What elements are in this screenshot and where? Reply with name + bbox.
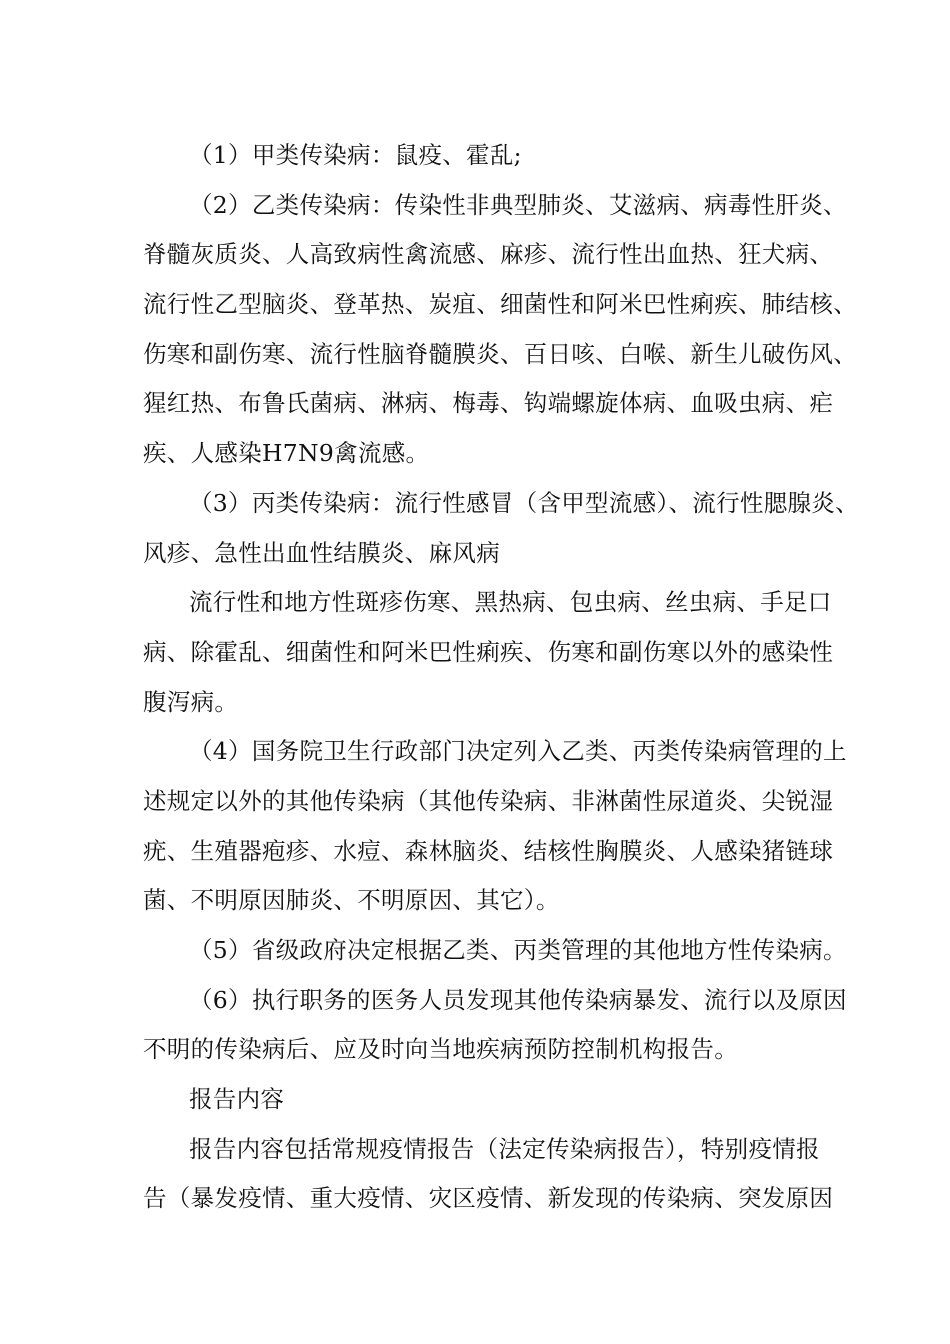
paragraph-line: （2）乙类传染病：传染性非典型肺炎、艾滋病、病毒性肝炎、 [189, 190, 847, 219]
paragraph-line: 流行性和地方性斑疹伤寒、黑热病、包虫病、丝虫病、手足口 [189, 588, 832, 617]
paragraph-line: （5）省级政府决定根据乙类、丙类管理的其他地方性传染病。 [189, 936, 847, 964]
paragraph-line: 流行性乙型脑炎、登革热、炭疽、细菌性和阿米巴性痢疾、肺结核、 [143, 290, 857, 319]
paragraph-line: （6）执行职务的医务人员发现其他传染病暴发、流行以及原因 [189, 985, 847, 1014]
paragraph-line: 疣、生殖器疱疹、水痘、森林脑炎、结核性胸膜炎、人感染猪链球 [143, 836, 834, 865]
paragraph-line: 疾、人感染H7N9禽流感。 [143, 439, 430, 468]
section-heading: 报告内容 [189, 1085, 285, 1114]
paragraph-line: 述规定以外的其他传染病（其他传染病、非淋菌性尿道炎、尖锐湿 [143, 786, 834, 815]
paragraph-line: 不明的传染病后、应及时向当地疾病预防控制机构报告。 [143, 1035, 738, 1064]
paragraph-line: 腹泻病。 [143, 687, 239, 716]
paragraph-line: 菌、不明原因肺炎、不明原因、其它）。 [143, 886, 560, 915]
paragraph-line: 报告内容包括常规疫情报告（法定传染病报告），特别疫情报 [189, 1134, 820, 1163]
paragraph-line: 猩红热、布鲁氏菌病、淋病、梅毒、钩端螺旋体病、血吸虫病、疟 [143, 389, 834, 418]
paragraph-line: （1）甲类传染病：鼠疫、霍乱; [189, 141, 522, 169]
paragraph-line: 病、除霍乱、细菌性和阿米巴性痢疾、伤寒和副伤寒以外的感染性 [143, 637, 834, 666]
paragraph-line: 告（暴发疫情、重大疫情、灾区疫情、新发现的传染病、突发原因 [143, 1184, 834, 1213]
paragraph-line: 伤寒和副伤寒、流行性脑脊髓膜炎、百日咳、白喉、新生儿破伤风、 [143, 339, 857, 368]
paragraph-line: 风疹、急性出血性结膜炎、麻风病 [143, 538, 500, 567]
paragraph-line: （4）国务院卫生行政部门决定列入乙类、丙类传染病管理的上 [189, 737, 847, 766]
paragraph-line: 脊髓灰质炎、人高致病性禽流感、麻疹、流行性出血热、狂犬病、 [143, 240, 834, 269]
paragraph-line: （3）丙类传染病：流行性感冒（含甲型流感）、流行性腮腺炎、 [189, 488, 859, 517]
document-body [143, 131, 859, 1224]
